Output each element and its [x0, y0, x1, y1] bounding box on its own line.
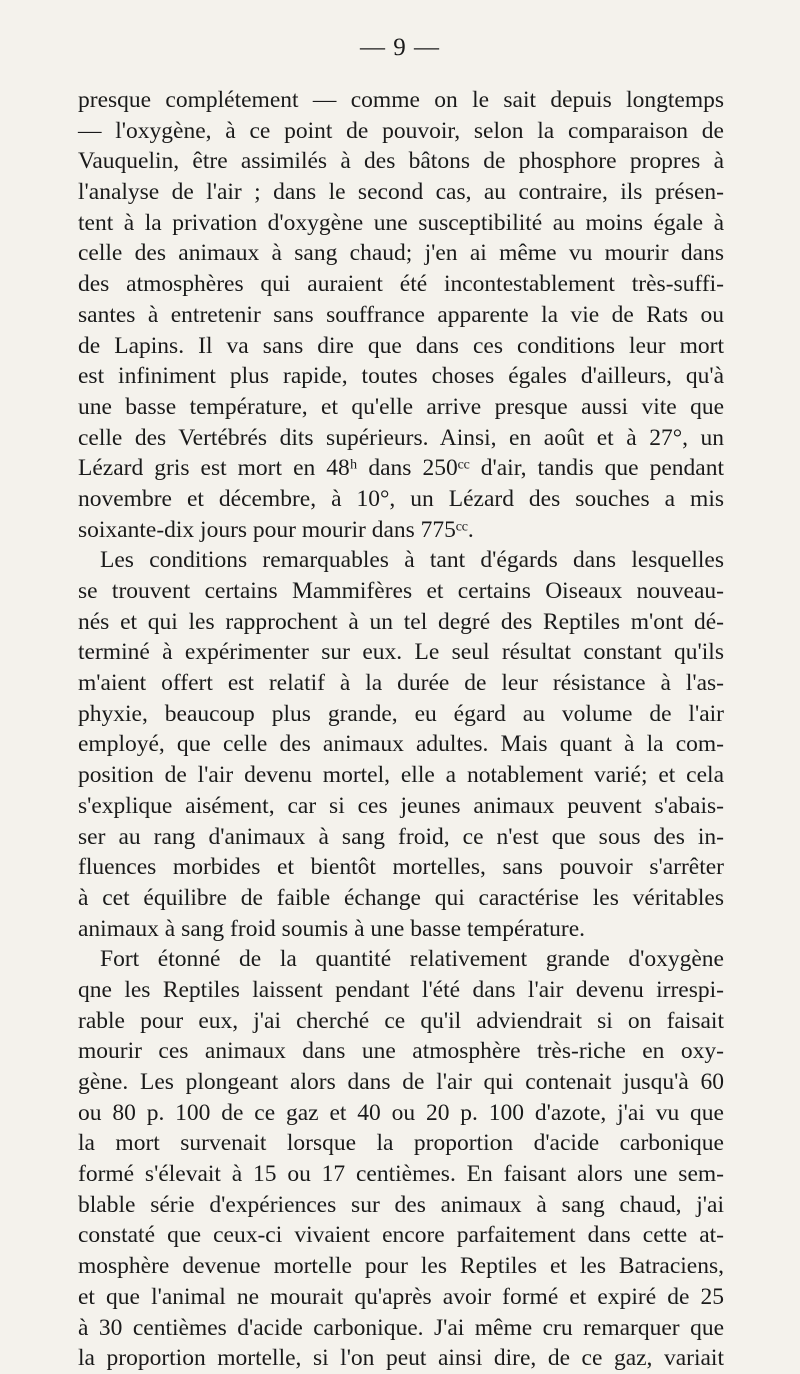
text-line: la proportion mortelle, si l'on peut ainsi dire, de ce gaz, variait — [78, 1345, 724, 1372]
text-line: à cet équilibre de faible échange qui caractérise les véritables — [78, 884, 724, 911]
text-line: soixante-dix jours pour mourir dans 775ᶜᶜ. — [78, 516, 474, 543]
text-line: fluences morbides et bientôt mortelles, sans pouvoir s'arrêter — [78, 854, 724, 881]
text-line: nés et qui les rapprochent à un tel degré des Reptiles m'ont dé- — [78, 608, 724, 635]
text-line: la mort survenait lorsque la proportion d'acide carbonique — [78, 1130, 724, 1157]
text-line: ou 80 p. 100 de ce gaz et 40 ou 20 p. 100 d'azote, j'ai vu que — [78, 1099, 724, 1126]
text-line: Lézard gris est mort en 48ʰ dans 250ᶜᶜ d'air, tandis que pendant — [78, 455, 724, 482]
text-line: rable pour eux, j'ai cherché ce qu'il adviendrait si on faisait — [78, 1007, 724, 1034]
text-line: formé s'élevait à 15 ou 17 centièmes. En faisant alors une sem- — [78, 1161, 724, 1188]
text-line: animaux à sang froid soumis à une basse température. — [78, 915, 586, 942]
text-line: l'analyse de l'air ; dans le second cas, au contraire, ils présen- — [78, 179, 724, 206]
text-line: phyxie, beaucoup plus grande, eu égard au volume de l'air — [78, 700, 724, 727]
text-line: tent à la privation d'oxygène une susceptibilité au moins égale à — [78, 209, 724, 236]
text-line: de Lapins. Il va sans dire que dans ces conditions leur mort — [78, 332, 724, 359]
page-number: — 9 — — [360, 34, 440, 61]
text-line: mosphère devenue mortelle pour les Reptiles et les Batraciens, — [78, 1253, 724, 1280]
text-line: Les conditions remarquables à tant d'égards dans lesquelles — [100, 547, 724, 574]
text-line: une basse température, et qu'elle arrive presque aussi vite que — [78, 393, 724, 420]
text-line: mourir ces animaux dans une atmosphère très-riche en oxy- — [78, 1038, 724, 1065]
text-line: Vauquelin, être assimilés à des bâtons de phosphore propres à — [78, 148, 724, 175]
text-line: est infiniment plus rapide, toutes choses égales d'ailleurs, qu'à — [78, 363, 724, 390]
text-line: terminé à expérimenter sur eux. Le seul résultat constant qu'ils — [78, 639, 724, 666]
text-line: Fort étonné de la quantité relativement grande d'oxygène — [100, 946, 724, 973]
text-line: m'aient offert est relatif à la durée de leur résistance à l'as- — [78, 670, 724, 697]
text-line: et que l'animal ne mourait qu'après avoir formé et expiré de 25 — [78, 1283, 724, 1310]
text-line: ser au rang d'animaux à sang froid, ce n'est que sous des in- — [78, 823, 724, 850]
text-line: celle des animaux à sang chaud; j'en ai même vu mourir dans — [78, 240, 724, 267]
text-line: constaté que ceux-ci vivaient encore parfaitement dans cette at- — [78, 1222, 724, 1249]
text-line: employé, que celle des animaux adultes. Mais quant à la com- — [78, 731, 724, 758]
text-line: — l'oxygène, à ce point de pouvoir, selon la comparaison de — [78, 117, 724, 144]
text-line: novembre et décembre, à 10°, un Lézard des souches a mis — [78, 485, 724, 512]
text-line: santes à entretenir sans souffrance apparente la vie de Rats ou — [78, 301, 724, 328]
text-line: blable série d'expériences sur des animaux à sang chaud, j'ai — [78, 1191, 724, 1218]
text-line: à 30 centièmes d'acide carbonique. J'ai même cru remarquer que — [78, 1314, 724, 1341]
text-line: position de l'air devenu mortel, elle a notablement varié; et cela — [78, 762, 724, 789]
text-line: s'explique aisément, car si ces jeunes animaux peuvent s'abais- — [78, 792, 724, 819]
text-line: qne les Reptiles laissent pendant l'été dans l'air devenu irrespi- — [78, 976, 724, 1003]
text-line: celle des Vertébrés dits supérieurs. Ainsi, en août et à 27°, un — [78, 424, 724, 451]
text-line: des atmosphères qui auraient été incontestablement très-suffi- — [78, 271, 724, 298]
text-line: presque complétement — comme on le sait depuis longtemps — [78, 87, 724, 113]
text-line: gène. Les plongeant alors dans de l'air qui contenait jusqu'à 60 — [78, 1069, 724, 1095]
text-line: se trouvent certains Mammifères et certains Oiseaux nouveau- — [78, 578, 724, 604]
body-text — [78, 85, 724, 1374]
